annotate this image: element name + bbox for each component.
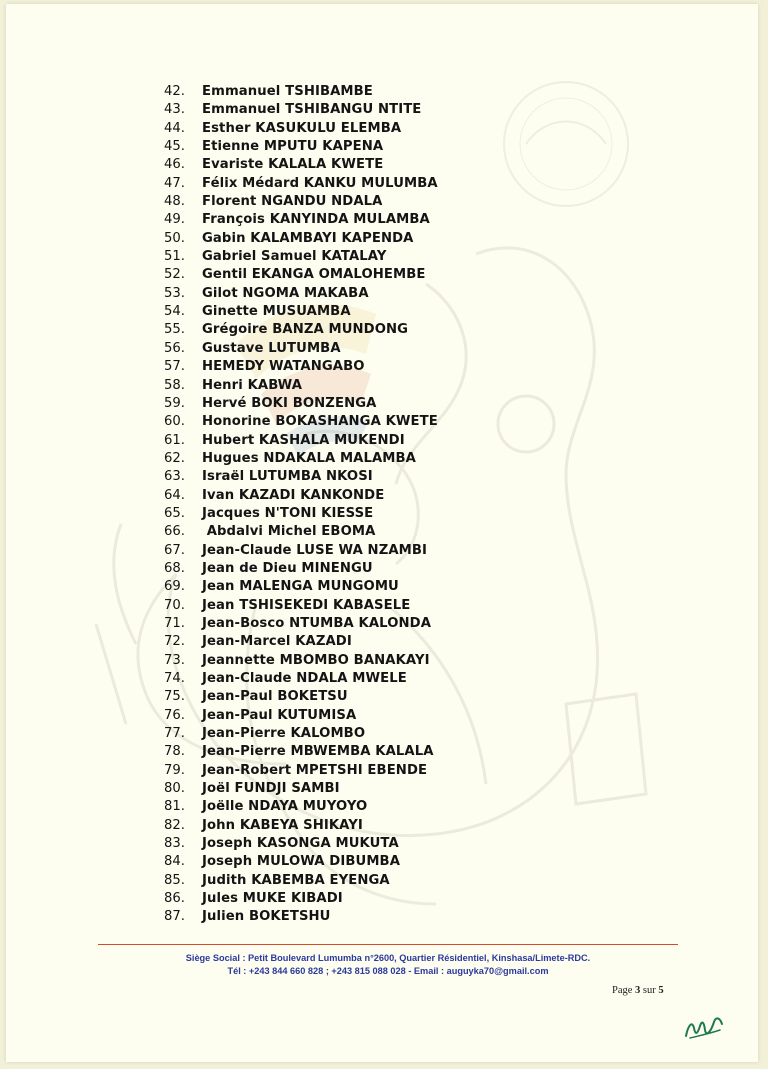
page-number [612, 985, 664, 996]
list-number: 84. [164, 854, 185, 870]
list-item [164, 468, 438, 486]
member-name: Jean-Pierre MBWEMBA KALALA [202, 744, 434, 760]
page-of-label: sur [640, 985, 659, 996]
member-name: Joëlle NDAYA MUYOYO [202, 799, 368, 815]
list-item [164, 633, 438, 651]
member-name: Jean-Robert MPETSHI EBENDE [202, 762, 428, 778]
member-name: Joseph KASONGA MUKUTA [202, 836, 399, 852]
list-number: 87. [164, 909, 185, 925]
list-item [164, 193, 438, 211]
list-item [164, 358, 438, 376]
list-number: 51. [164, 249, 185, 265]
list-item [164, 487, 438, 505]
page-total: 5 [658, 985, 664, 996]
member-name: Judith KABEMBA EYENGA [202, 872, 390, 888]
list-number: 55. [164, 322, 185, 338]
member-name: Gustave LUTUMBA [202, 340, 341, 356]
list-number: 42. [164, 84, 185, 99]
list-item [164, 101, 438, 119]
member-name: Henri KABWA [202, 377, 302, 393]
list-item [164, 798, 438, 816]
list-number: 53. [164, 285, 185, 301]
list-number: 74. [164, 671, 185, 686]
list-number: 47. [164, 175, 185, 191]
list-item [164, 138, 438, 156]
list-item [164, 266, 438, 284]
list-item [164, 413, 438, 431]
list-number: 69. [164, 579, 185, 595]
list-item [164, 395, 438, 413]
member-name: Joseph MULOWA DIBUMBA [202, 854, 400, 870]
list-item [164, 303, 438, 321]
list-number: 70. [164, 597, 185, 613]
member-name: Jean MALENGA MUNGOMU [202, 579, 399, 595]
list-number: 57. [164, 359, 185, 375]
list-number: 85. [164, 872, 185, 888]
list-item [164, 615, 438, 633]
list-number: 66. [164, 524, 185, 540]
list-item [164, 432, 438, 450]
member-name: Hervé BOKI BONZENGA [202, 395, 377, 411]
member-name: Hubert KASHALA MUKENDI [202, 432, 405, 448]
member-name: Jean-Paul BOKETSU [202, 689, 348, 705]
member-name: John KABEYA SHIKAYI [202, 817, 363, 833]
document-page [6, 4, 758, 1062]
list-number: 56. [164, 340, 185, 356]
member-name: Gabin KALAMBAYI KAPENDA [202, 230, 414, 246]
member-name: Jean-Claude NDALA MWELE [202, 671, 407, 686]
member-name: Etienne MPUTU KAPENA [202, 139, 384, 155]
list-number: 62. [164, 450, 185, 466]
member-name: Emmanuel TSHIBANGU NTITE [202, 102, 422, 118]
handwritten-initials [682, 1012, 726, 1042]
list-number: 43. [164, 102, 185, 118]
member-name: Jules MUKE KIBADI [202, 891, 343, 907]
list-item [164, 835, 438, 853]
member-name: Gabriel Samuel KATALAY [202, 249, 387, 265]
member-name: Jean-Bosco NTUMBA KALONDA [202, 615, 432, 631]
list-number: 65. [164, 505, 185, 521]
list-number: 48. [164, 194, 185, 210]
list-item [164, 762, 438, 780]
list-number: 73. [164, 652, 185, 668]
member-name: Esther KASUKULU ELEMBA [202, 120, 402, 136]
member-name: Honorine BOKASHANGA KWETE [202, 414, 438, 430]
member-list [164, 83, 438, 927]
list-item [164, 707, 438, 725]
list-number: 61. [164, 432, 185, 448]
list-item [164, 523, 438, 541]
list-item [164, 340, 438, 358]
list-item [164, 872, 438, 890]
member-name: Jeannette MBOMBO BANAKAYI [202, 652, 430, 668]
list-item [164, 175, 438, 193]
list-number: 49. [164, 212, 185, 228]
list-number: 63. [164, 469, 185, 485]
member-name: Jean TSHISEKEDI KABASELE [202, 597, 411, 613]
footer-divider [98, 944, 678, 945]
page-label: Page [612, 985, 636, 996]
list-item [164, 725, 438, 743]
list-item [164, 670, 438, 688]
member-name: Jean-Claude LUSE WA NZAMBI [202, 542, 428, 558]
list-number: 77. [164, 726, 185, 742]
footer-contact: Tél : +243 844 660 828 ; +243 815 088 028 - Email : auguyka70@gmail.com [227, 966, 549, 976]
list-number: 86. [164, 891, 185, 907]
list-number: 75. [164, 689, 185, 705]
member-name: Jean-Pierre KALOMBO [202, 726, 366, 742]
list-item [164, 780, 438, 798]
list-number: 54. [164, 304, 185, 320]
member-name: Evariste KALALA KWETE [202, 157, 384, 173]
member-name: Grégoire BANZA MUNDONG [202, 322, 409, 338]
member-name: HEMEDY WATANGABO [202, 359, 365, 375]
member-name: Jacques N'TONI KIESSE [202, 505, 374, 521]
list-item [164, 211, 438, 229]
list-item [164, 321, 438, 339]
member-name: Emmanuel TSHIBAMBE [202, 84, 373, 99]
list-item [164, 156, 438, 174]
member-name: Julien BOKETSHU [202, 909, 331, 925]
list-item [164, 578, 438, 596]
member-name: Abdalvi Michel EBOMA [202, 524, 376, 540]
faded-stamp [504, 82, 628, 206]
list-number: 45. [164, 139, 185, 155]
list-number: 71. [164, 615, 185, 631]
member-name: Ginette MUSUAMBA [202, 304, 351, 320]
list-item [164, 230, 438, 248]
list-item [164, 908, 438, 926]
list-item [164, 688, 438, 706]
list-number: 64. [164, 487, 185, 503]
list-item [164, 542, 438, 560]
member-name: Gentil EKANGA OMALOHEMBE [202, 267, 426, 283]
list-number: 72. [164, 634, 185, 650]
list-number: 79. [164, 762, 185, 778]
list-item [164, 450, 438, 468]
list-item [164, 743, 438, 761]
member-name: François KANYINDA MULAMBA [202, 212, 430, 228]
list-item [164, 652, 438, 670]
list-number: 67. [164, 542, 185, 558]
list-item [164, 248, 438, 266]
list-number: 60. [164, 414, 185, 430]
list-item [164, 597, 438, 615]
list-number: 82. [164, 817, 185, 833]
member-name: Gilot NGOMA MAKABA [202, 285, 369, 301]
list-number: 78. [164, 744, 185, 760]
list-number: 50. [164, 230, 185, 246]
list-number: 52. [164, 267, 185, 283]
list-number: 44. [164, 120, 185, 136]
list-item [164, 853, 438, 871]
list-item [164, 890, 438, 908]
list-item [164, 817, 438, 835]
list-number: 59. [164, 395, 185, 411]
member-name: Jean-Marcel KAZADI [202, 634, 352, 650]
list-item [164, 120, 438, 138]
member-name: Joël FUNDJI SAMBI [202, 781, 340, 797]
list-number: 58. [164, 377, 185, 393]
list-item [164, 285, 438, 303]
list-item [164, 560, 438, 578]
member-name: Ivan KAZADI KANKONDE [202, 487, 385, 503]
member-name: Jean-Paul KUTUMISA [202, 707, 357, 723]
member-name: Florent NGANDU NDALA [202, 194, 383, 210]
member-name: Jean de Dieu MINENGU [202, 560, 373, 576]
member-name: Hugues NDAKALA MALAMBA [202, 450, 416, 466]
list-item [164, 377, 438, 395]
page-current: 3 [635, 985, 641, 996]
list-number: 76. [164, 707, 185, 723]
list-number: 68. [164, 560, 185, 576]
list-item [164, 505, 438, 523]
list-item [164, 83, 438, 101]
member-name: Félix Médard KANKU MULUMBA [202, 175, 438, 191]
list-number: 81. [164, 799, 185, 815]
member-name: Israël LUTUMBA NKOSI [202, 469, 373, 485]
list-number: 83. [164, 836, 185, 852]
list-number: 80. [164, 781, 185, 797]
list-number: 46. [164, 157, 185, 173]
footer-address: Siège Social : Petit Boulevard Lumumba n°2600, Quartier Résidentiel, Kinshasa/Limete-RDC. [185, 953, 591, 963]
